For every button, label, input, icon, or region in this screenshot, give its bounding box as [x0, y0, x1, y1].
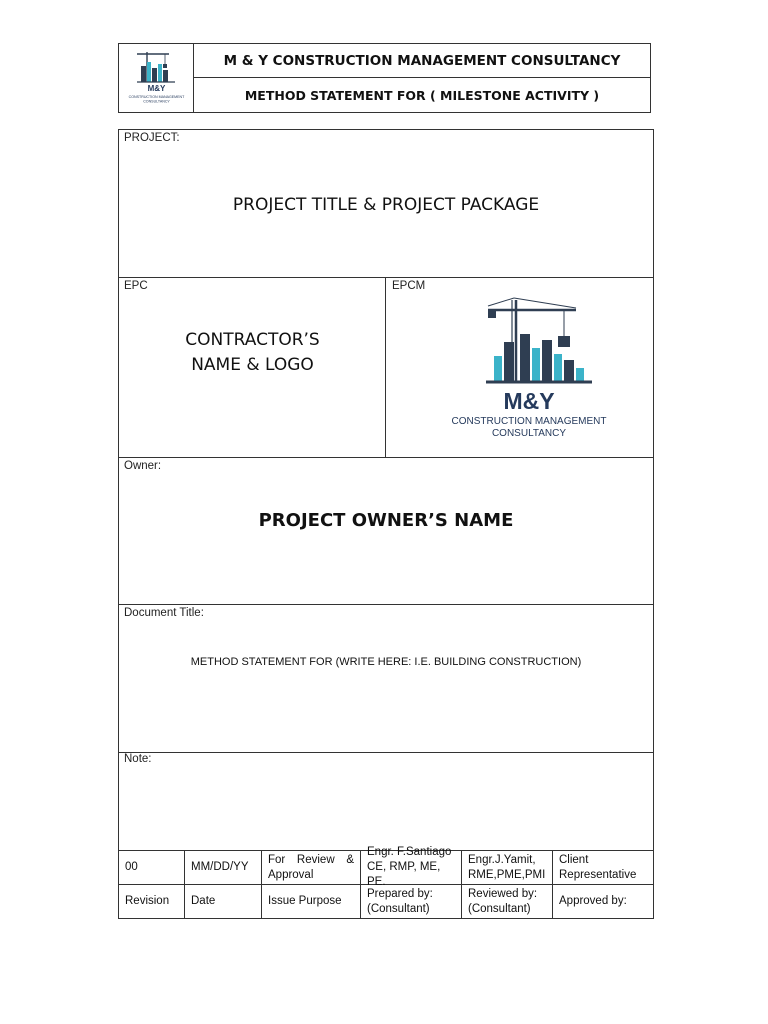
header-reviewed-by [462, 885, 553, 918]
rev-purpose-line2: Approval [268, 868, 314, 881]
owner-label: Owner: [124, 460, 162, 472]
document-title-value: METHOD STATEMENT FOR (WRITE HERE: I.E. BUILDING CONSTRUCTION) [190, 656, 582, 668]
contractor-line1: CONTRACTOR’S [185, 330, 320, 350]
header-logo-cell [119, 44, 194, 112]
method-statement-heading: METHOD STATEMENT FOR ( MILESTONE ACTIVITY ) [244, 87, 600, 103]
logo-small-brand: M&Y [147, 84, 166, 93]
project-section [119, 130, 653, 278]
revision-row-1 [119, 846, 653, 888]
header-prepared-line2: (Consultant) [367, 902, 430, 915]
owner-section [119, 458, 653, 605]
main-form [118, 129, 654, 919]
header-prepared-line1: Prepared by: [367, 887, 433, 900]
epc-label: EPC [124, 280, 148, 292]
header-prepared-by [361, 885, 462, 918]
epc-section [119, 278, 653, 458]
document-title-label: Document Title: [124, 607, 204, 619]
project-label: PROJECT: [124, 132, 180, 144]
owner-name: PROJECT OWNER’S NAME [258, 509, 514, 531]
rev-purpose [262, 851, 361, 884]
rev-number: 00 [119, 851, 185, 884]
rev-reviewed-line1: Engr.J.Yamit, [468, 853, 536, 866]
header-reviewed-line2: (Consultant) [468, 902, 531, 915]
epcm-label: EPCM [392, 280, 426, 292]
rev-approved [553, 851, 653, 884]
buildings-icon [137, 62, 175, 82]
header-issue-purpose: Issue Purpose [262, 885, 361, 918]
revision-row-2 [119, 885, 653, 918]
project-title: PROJECT TITLE & PROJECT PACKAGE [232, 195, 540, 215]
note-label: Note: [124, 753, 152, 765]
header-date: Date [185, 885, 262, 918]
company-name: M & Y CONSTRUCTION MANAGEMENT CONSULTANCY [194, 44, 650, 78]
logo-large-brand: M&Y [503, 388, 555, 414]
rev-prepared-line1: Engr. F.Santiago [367, 846, 452, 858]
rev-reviewed [462, 851, 553, 884]
company-logo-small [119, 44, 194, 112]
revision-table [119, 846, 653, 918]
rev-prepared [361, 846, 462, 888]
logo-small-sub2: CONSULTANCY [143, 99, 170, 104]
contractor-line2: NAME & LOGO [191, 355, 314, 375]
logo-large-sub1: CONSTRUCTION MANAGEMENT [451, 416, 607, 427]
logo-large-sub2: CONSULTANCY [491, 428, 567, 439]
rev-approved-line2: Representative [559, 868, 637, 881]
epcm-cell [386, 278, 653, 457]
document-title-section [119, 605, 653, 753]
company-logo-large [436, 294, 616, 439]
rev-approved-line1: Client [559, 853, 589, 866]
header-reviewed-line1: Reviewed by: [468, 887, 538, 900]
header-approved-by: Approved by: [559, 895, 627, 907]
header-block [118, 43, 651, 113]
note-section [119, 753, 653, 851]
rev-date: MM/DD/YY [185, 851, 262, 884]
rev-prepared-line2: CE, RMP, ME, PE. [367, 861, 441, 888]
header-revision: Revision [119, 885, 185, 918]
rev-reviewed-line2: RME,PME,PMI [468, 868, 546, 881]
rev-purpose-line1: For Review & [268, 853, 354, 866]
epc-cell [119, 278, 386, 457]
buildings-icon [486, 334, 592, 382]
logo-small-sub1: CONSTRUCTION MANAGEMENT [128, 95, 185, 99]
contractor-name-logo [119, 328, 386, 378]
